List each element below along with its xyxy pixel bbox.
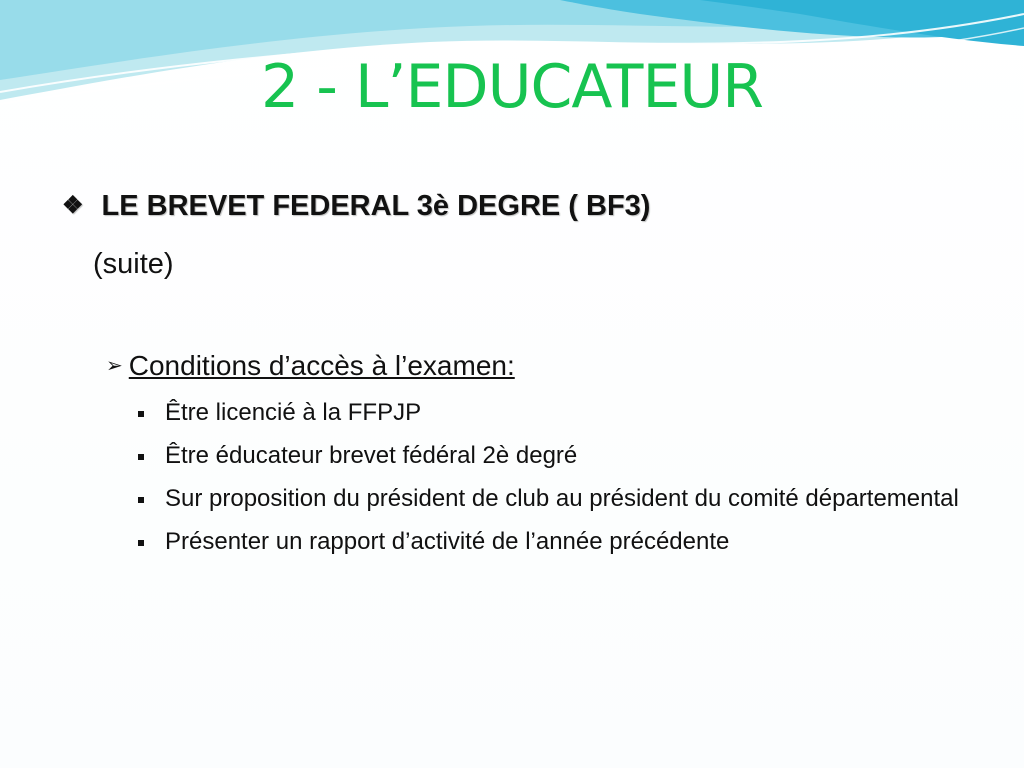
list-item: Présenter un rapport d’activité de l’année précédente: [138, 525, 968, 559]
list-item: Être éducateur brevet fédéral 2è degré: [138, 439, 968, 473]
heading-suite: (suite): [93, 248, 174, 280]
heading-line: [62, 190, 650, 223]
slide-title: 2 - L’EDUCATEUR: [261, 52, 763, 122]
arrow-bullet-icon: ➢: [106, 355, 123, 377]
conditions-list: [138, 396, 968, 568]
list-item: Sur proposition du président de club au président du comité départemental: [138, 482, 968, 516]
square-bullet-icon: [138, 497, 144, 503]
square-bullet-icon: [138, 411, 144, 417]
square-bullet-icon: [138, 540, 144, 546]
section-line: [106, 350, 515, 382]
square-bullet-icon: [138, 454, 144, 460]
section-label: Conditions d’accès à l’examen:: [128, 350, 515, 381]
list-item: Être licencié à la FFPJP: [138, 396, 968, 430]
heading-text: LE BREVET FEDERAL 3è DEGRE ( BF3): [101, 190, 651, 222]
diamond-bullet-icon: ❖: [62, 192, 84, 219]
